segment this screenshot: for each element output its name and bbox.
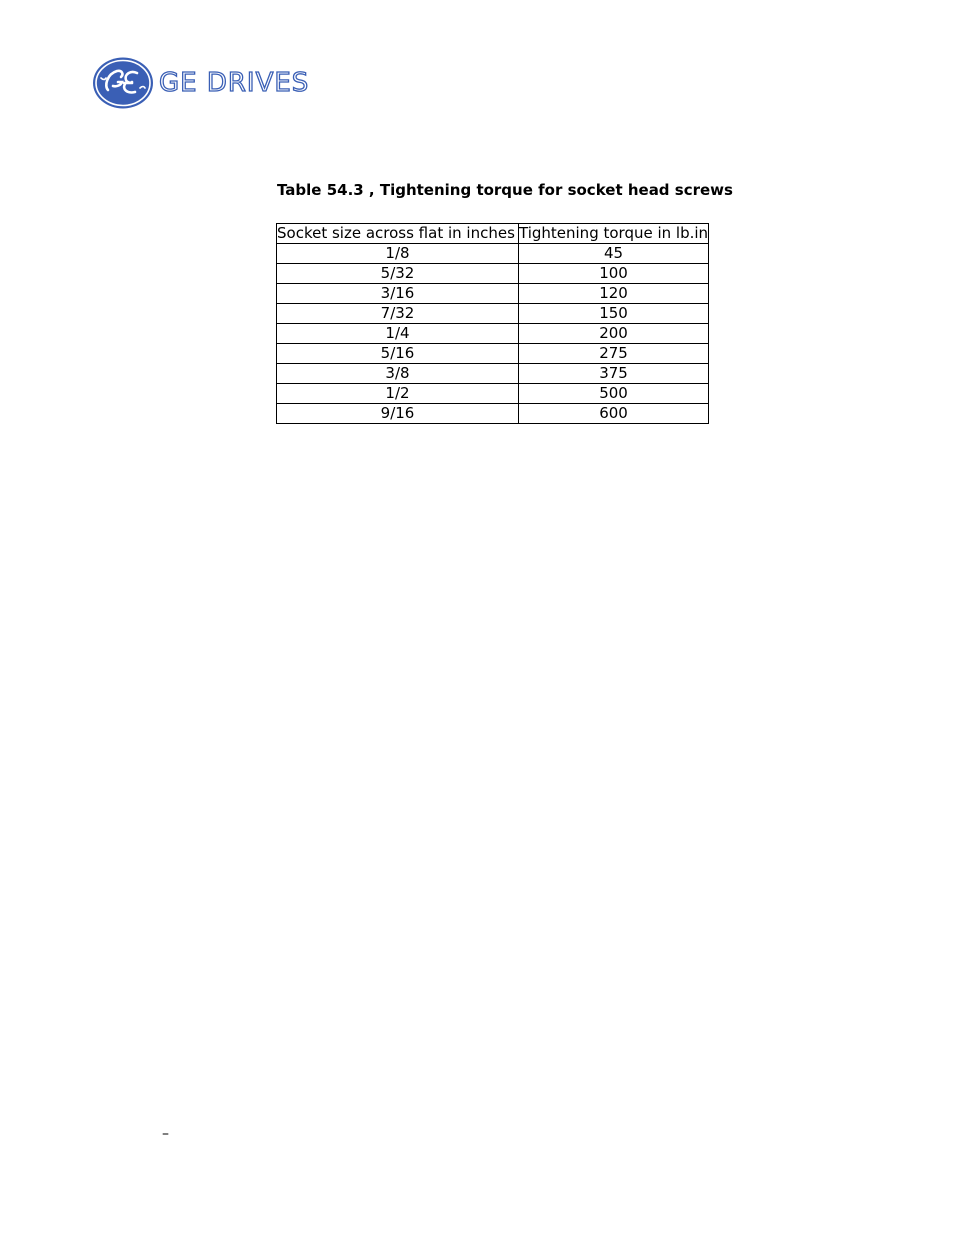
socket-size-cell: 1/2 — [277, 384, 519, 404]
socket-size-cell: 3/8 — [277, 364, 519, 384]
torque-cell: 150 — [519, 304, 709, 324]
torque-cell: 375 — [519, 364, 709, 384]
table-row — [277, 304, 709, 324]
socket-size-cell: 1/8 — [277, 244, 519, 264]
ge-monogram-icon — [91, 56, 155, 110]
torque-cell: 600 — [519, 404, 709, 424]
torque-cell: 275 — [519, 344, 709, 364]
socket-size-cell: 3/16 — [277, 284, 519, 304]
socket-size-cell: 5/16 — [277, 344, 519, 364]
table-row — [277, 324, 709, 344]
torque-table — [276, 223, 709, 424]
torque-cell: 120 — [519, 284, 709, 304]
ge-drives-logo — [91, 56, 309, 110]
header-tightening-torque: Tightening torque in lb.in — [519, 224, 709, 242]
table-row — [277, 384, 709, 404]
table-title: Table 54.3 , Tightening torque for socket head screws — [277, 181, 733, 199]
table-row — [277, 284, 709, 304]
socket-size-cell: 9/16 — [277, 404, 519, 424]
socket-size-cell: 1/4 — [277, 324, 519, 344]
torque-cell: 500 — [519, 384, 709, 404]
footer-dash: – — [162, 1126, 169, 1142]
logo-wordmark: GE DRIVES — [159, 68, 310, 98]
header-socket-size: Socket size across flat in inches — [277, 224, 519, 244]
socket-size-cell: 7/32 — [277, 304, 519, 324]
table-row — [277, 404, 709, 424]
torque-cell: 200 — [519, 324, 709, 344]
table-header-row — [277, 224, 709, 244]
torque-cell: 100 — [519, 264, 709, 284]
table-row — [277, 364, 709, 384]
torque-cell: 45 — [519, 244, 709, 264]
table-row — [277, 264, 709, 284]
table-row — [277, 344, 709, 364]
socket-size-cell: 5/32 — [277, 264, 519, 284]
table-row — [277, 244, 709, 264]
